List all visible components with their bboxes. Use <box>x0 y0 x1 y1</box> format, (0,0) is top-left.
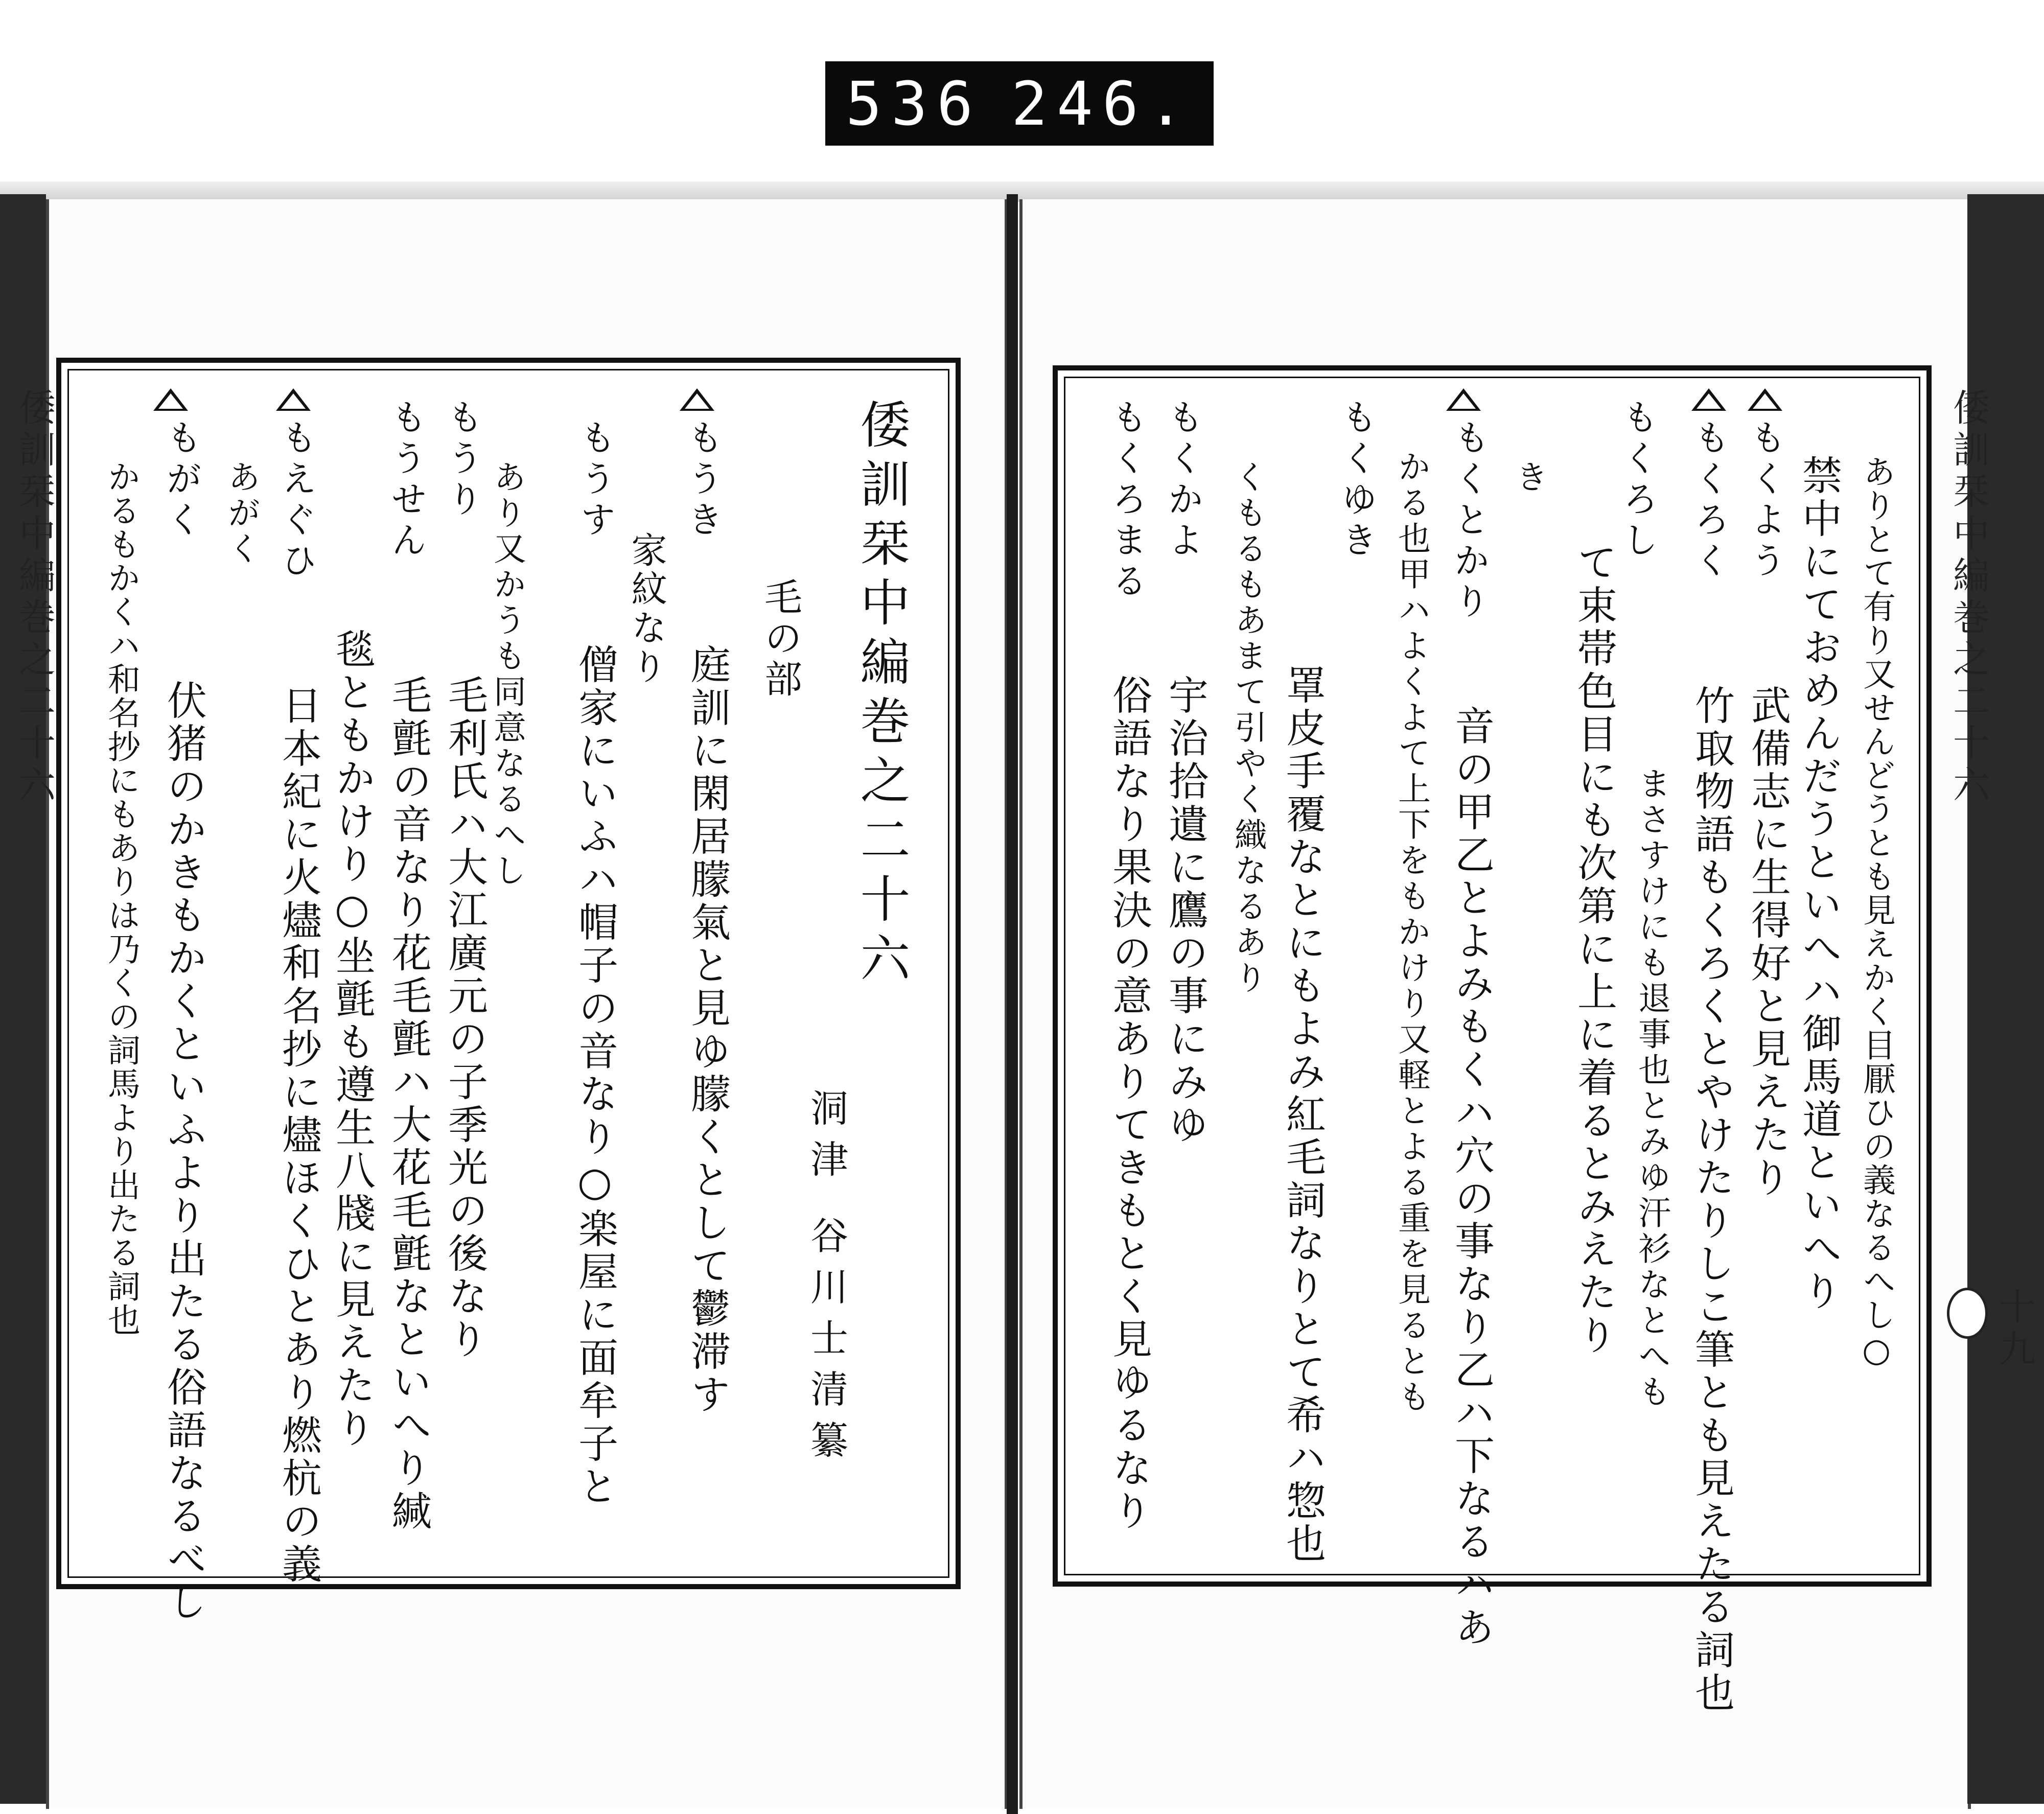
entry-body: まさすけにも退事也とみゆ汗衫なとへも <box>1633 766 1670 1410</box>
entry-headword: もうせん <box>385 399 427 562</box>
author-credit: 洞津 谷川士清纂 <box>804 1088 848 1472</box>
entry-body: 罩皮手覆なとにもよみ紅毛詞なりとて希ハ惣也 <box>1280 664 1326 1566</box>
entry-headword: もうす <box>574 419 616 542</box>
catalog-number-left: 536 <box>846 68 983 139</box>
entry-body: 俗語なり果決の意ありてきもとく見ゆるなり <box>1106 675 1152 1533</box>
entry-body: 禁中にておめんだうといへハ御馬道といへり <box>1796 455 1842 1313</box>
entry-body: 庭訓に閑居朦氣と見ゆ朦くとして鬱滞す <box>684 644 730 1416</box>
entry-body: 音の甲乙とよみもくハ穴の事なり乙ハ下なるハあ <box>1448 705 1494 1649</box>
entry-body: 竹取物語もくろくとやけたりしこ筆とも見えたる詞也 <box>1688 685 1734 1715</box>
entry-body: 家紋なり <box>625 531 667 687</box>
section-title: 毛の部 <box>758 577 802 700</box>
entry-headword: もくろまる <box>1106 399 1148 603</box>
entry-marker-triangle <box>1748 388 1782 411</box>
entry-marker-triangle <box>1691 388 1726 411</box>
entry-headword: もくよう <box>1745 419 1786 583</box>
book-top-edge <box>0 181 2044 202</box>
entry-body: 毯ともかけり○坐氈も遵生八牋に見えたり <box>329 629 375 1450</box>
book-spine <box>1007 194 1018 1814</box>
entry-body: き <box>1510 460 1548 496</box>
catalog-label <box>825 61 1214 146</box>
right-hanshin-page: 十九 <box>1993 1288 2036 1371</box>
entry-body: て束帯色目にも次第に上に着るとみえたり <box>1571 542 1617 1357</box>
entry-body: ありとて有り又せんどうとも見えかく目厭ひの義なるへし○ <box>1857 455 1895 1370</box>
entry-body: 毛氈の音なり花毛氈ハ大花毛氈なといへり緘 <box>385 675 431 1533</box>
entry-body: あり又かうも同意なるへし <box>488 460 526 889</box>
entry-headword: もえぐひ <box>275 419 317 583</box>
entry-headword: もうり <box>442 399 483 521</box>
entry-headword: もくとかり <box>1448 419 1490 623</box>
fish-tail-mark <box>1947 1288 1988 1339</box>
entry-body: 毛利氏ハ大江廣元の子季光の後なり <box>442 675 487 1361</box>
entry-body: かるもかくハ和名抄にもありは乃くの詞馬より出たる詞也 <box>102 460 140 1337</box>
entry-body: かる也甲ハよくよて上下をもかけり又軽とよる重を見るとも <box>1392 450 1430 1415</box>
entry-headword: もくゆき <box>1336 399 1378 562</box>
entry-headword: もがく <box>160 419 202 542</box>
entry-body: 伏猪のかきもかくといふより出たる俗語なるべし <box>160 680 206 1624</box>
catalog-number-right: 246. <box>1011 68 1193 139</box>
entry-body: 宇治拾遺に鷹の事にみゆ <box>1162 675 1208 1147</box>
right-hanshin-title: 倭訓栞中編巻之二十六 <box>1947 388 1990 807</box>
entry-body: くもるもあまて引やく織なるあり <box>1229 460 1267 996</box>
entry-headword: もくろく <box>1688 419 1730 583</box>
volume-title: 倭訓栞中編巻之二十六 <box>852 399 910 991</box>
entry-marker-triangle <box>680 388 714 411</box>
entry-marker-triangle <box>153 388 188 411</box>
entry-marker-triangle <box>276 388 311 411</box>
left-hanshin-title: 倭訓栞中編巻之二十六 <box>13 388 56 807</box>
entry-body: 武備志に生得好と見えたり <box>1745 685 1791 1200</box>
entry-body: 僧家にいふハ帽子の音なり○楽屋に面牟子と <box>572 644 618 1508</box>
entry-marker-triangle <box>1446 388 1481 411</box>
entry-headword: もくかよ <box>1162 399 1204 562</box>
entry-body: あがく <box>222 460 260 567</box>
entry-headword: もくろし <box>1617 399 1659 562</box>
entry-body: 日本紀に火燼和名抄に燼ほくひとあり燃杭の義 <box>275 685 321 1586</box>
entry-headword: もうき <box>682 419 724 542</box>
